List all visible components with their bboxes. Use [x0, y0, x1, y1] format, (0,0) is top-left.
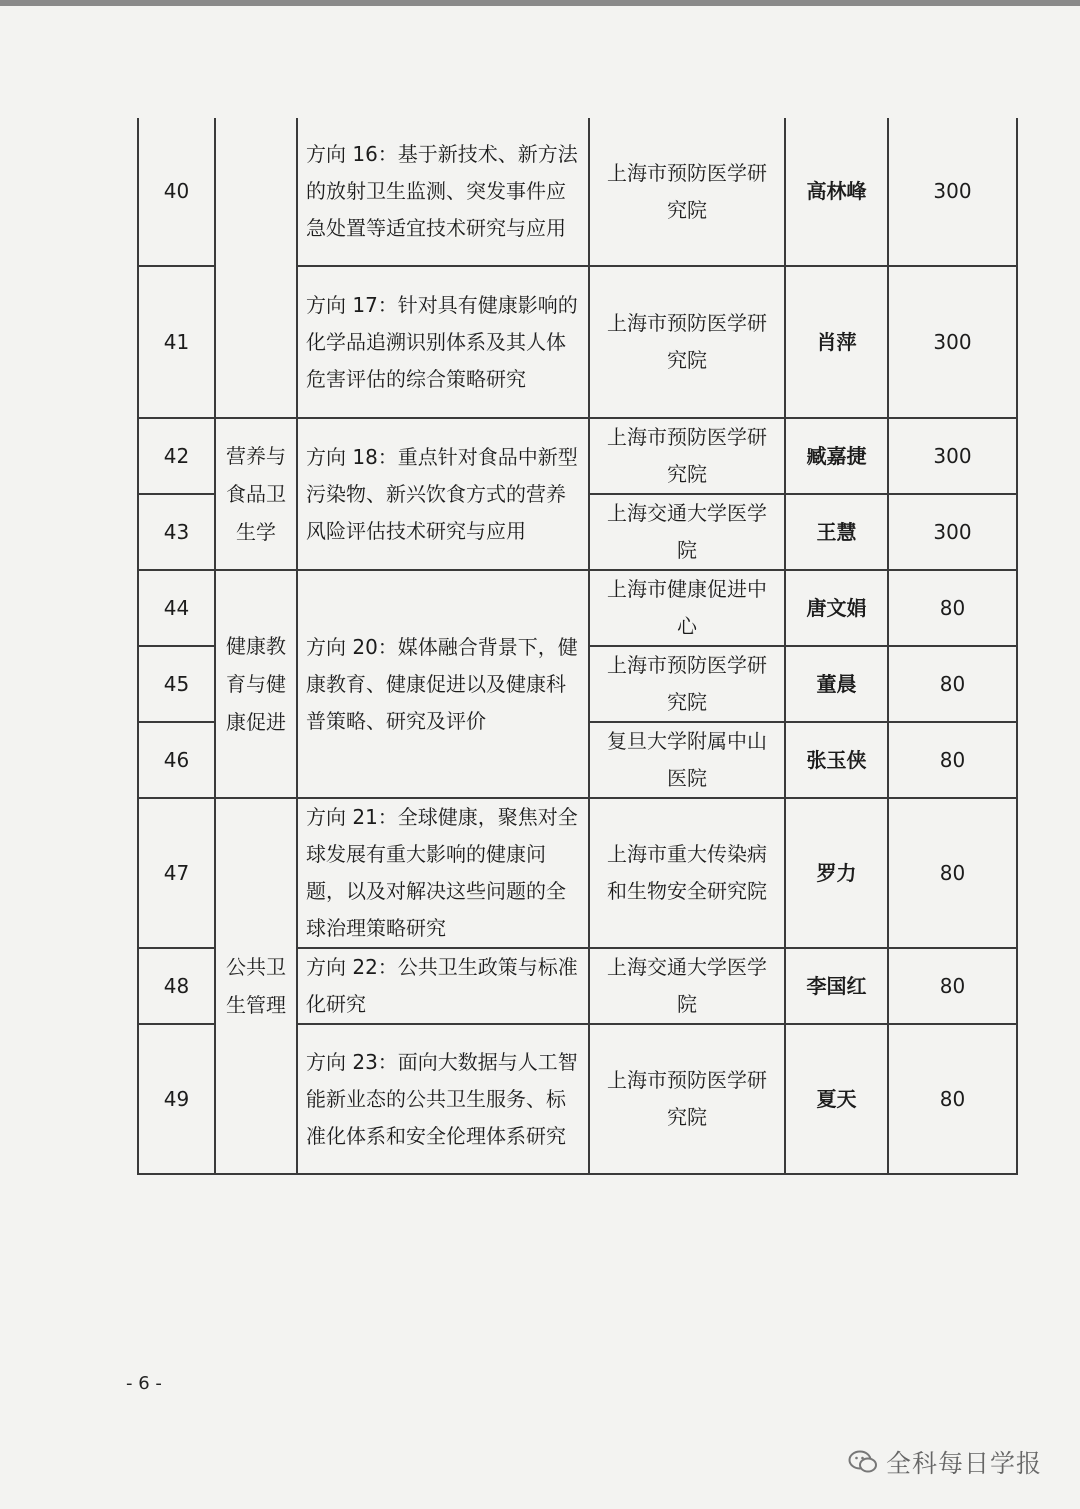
org-cell: 上海市预防医学研究院: [589, 646, 785, 722]
table-row: [138, 570, 1017, 646]
direction-cell: 方向 16：基于新技术、新方法的放射卫生监测、突发事件应急处置等适宜技术研究与应用: [297, 118, 589, 266]
row-number: 48: [138, 948, 215, 1024]
row-number: 49: [138, 1024, 215, 1174]
field-cell: 营养与食品卫生学: [215, 418, 297, 570]
table-row: [138, 418, 1017, 494]
direction-cell: 方向 18：重点针对食品中新型污染物、新兴饮食方式的营养风险评估技术研究与应用: [297, 418, 589, 570]
page-top-edge: [0, 0, 1080, 6]
amount-cell: 80: [888, 1024, 1017, 1174]
org-cell: 上海市预防医学研究院: [589, 118, 785, 266]
row-number: 41: [138, 266, 215, 418]
org-cell: 上海交通大学医学院: [589, 948, 785, 1024]
leader-cell: 张玉侠: [785, 722, 888, 798]
table-row: [138, 798, 1017, 948]
leader-cell: 臧嘉捷: [785, 418, 888, 494]
leader-cell: 唐文娟: [785, 570, 888, 646]
watermark: [848, 1444, 1042, 1480]
direction-cell: 方向 21：全球健康，聚焦对全球发展有重大影响的健康问题，以及对解决这些问题的全球治理策略研究: [297, 798, 589, 948]
leader-cell: 高林峰: [785, 118, 888, 266]
amount-cell: 80: [888, 722, 1017, 798]
amount-cell: 80: [888, 646, 1017, 722]
direction-cell: 方向 22：公共卫生政策与标准化研究: [297, 948, 589, 1024]
row-number: 44: [138, 570, 215, 646]
row-number: 45: [138, 646, 215, 722]
leader-cell: 王慧: [785, 494, 888, 570]
project-table: [137, 118, 1018, 1175]
org-cell: 上海市预防医学研究院: [589, 418, 785, 494]
org-cell: 上海市预防医学研究院: [589, 266, 785, 418]
leader-cell: 肖萍: [785, 266, 888, 418]
leader-cell: 董晨: [785, 646, 888, 722]
row-number: 47: [138, 798, 215, 948]
field-cell: 公共卫生管理: [215, 798, 297, 1174]
leader-cell: 罗力: [785, 798, 888, 948]
amount-cell: 80: [888, 570, 1017, 646]
org-cell: 复旦大学附属中山医院: [589, 722, 785, 798]
leader-cell: 李国红: [785, 948, 888, 1024]
page-number: - 6 -: [126, 1373, 162, 1394]
row-number: 40: [138, 118, 215, 266]
amount-cell: 300: [888, 494, 1017, 570]
row-number: 43: [138, 494, 215, 570]
direction-cell: 方向 17：针对具有健康影响的化学品追溯识别体系及其人体危害评估的综合策略研究: [297, 266, 589, 418]
org-cell: 上海市预防医学研究院: [589, 1024, 785, 1174]
row-number: 42: [138, 418, 215, 494]
org-cell: 上海交通大学医学院: [589, 494, 785, 570]
org-cell: 上海市重大传染病和生物安全研究院: [589, 798, 785, 948]
field-cell: 健康教育与健康促进: [215, 570, 297, 798]
wechat-icon: [848, 1449, 878, 1475]
direction-cell: 方向 20：媒体融合背景下，健康教育、健康促进以及健康科普策略、研究及评价: [297, 570, 589, 798]
amount-cell: 300: [888, 118, 1017, 266]
direction-cell: 方向 23：面向大数据与人工智能新业态的公共卫生服务、标准化体系和安全伦理体系研究: [297, 1024, 589, 1174]
leader-cell: 夏天: [785, 1024, 888, 1174]
org-cell: 上海市健康促进中心: [589, 570, 785, 646]
amount-cell: 80: [888, 798, 1017, 948]
amount-cell: 300: [888, 266, 1017, 418]
field-cell: [215, 118, 297, 418]
watermark-text: 全科每日学报: [886, 1449, 1043, 1478]
row-number: 46: [138, 722, 215, 798]
table-row: [138, 118, 1017, 266]
amount-cell: 80: [888, 948, 1017, 1024]
amount-cell: 300: [888, 418, 1017, 494]
